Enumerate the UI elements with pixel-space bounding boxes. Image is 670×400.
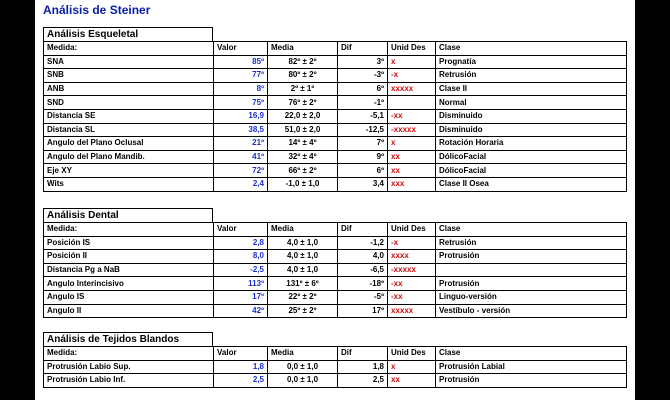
- cell-clase: Normal: [436, 96, 627, 110]
- table-row: [44, 304, 627, 318]
- header-row: [44, 347, 627, 361]
- cell-valor: 113º: [214, 277, 268, 291]
- cell-medida: Distancia Pg a NaB: [44, 263, 214, 277]
- measurements-table: [43, 222, 627, 318]
- cell-media: 131º ± 6º: [268, 277, 338, 291]
- header-dif: Dif: [338, 223, 388, 237]
- cell-dif: -12,5: [338, 123, 388, 137]
- cell-dif: 4,0: [338, 250, 388, 264]
- header-valor: Valor: [214, 347, 268, 361]
- cell-medida: SND: [44, 96, 214, 110]
- cell-clase: Protrusión: [436, 277, 627, 291]
- cell-media: 0,0 ± 1,0: [268, 360, 338, 374]
- table-row: [44, 290, 627, 304]
- cell-dif: 3º: [338, 55, 388, 69]
- cell-unid: xxxxx: [388, 304, 436, 318]
- header-medida: Medida:: [44, 223, 214, 237]
- measurements-table: [43, 346, 627, 388]
- cell-unid: xxxxx: [388, 82, 436, 96]
- cell-dif: -18º: [338, 277, 388, 291]
- cell-clase: DólicoFacial: [436, 164, 627, 178]
- header-unid: Unid Des: [388, 347, 436, 361]
- cell-unid: -x: [388, 69, 436, 83]
- table-row: [44, 374, 627, 388]
- cell-media: 66º ± 2º: [268, 164, 338, 178]
- cell-unid: -xx: [388, 109, 436, 123]
- cell-media: 80º ± 2º: [268, 69, 338, 83]
- cell-valor: 72º: [214, 164, 268, 178]
- cell-valor: 8,0: [214, 250, 268, 264]
- cell-clase: Protrusión: [436, 250, 627, 264]
- cell-unid: -xxxxx: [388, 123, 436, 137]
- cell-medida: SNA: [44, 55, 214, 69]
- page-title: Análisis de Steiner: [43, 3, 151, 17]
- cell-clase: Disminuido: [436, 123, 627, 137]
- cell-media: 4,0 ± 1,0: [268, 263, 338, 277]
- cell-clase: Clase II: [436, 82, 627, 96]
- table-row: [44, 69, 627, 83]
- header-unid: Unid Des: [388, 42, 436, 56]
- header-valor: Valor: [214, 223, 268, 237]
- cell-valor: 8º: [214, 82, 268, 96]
- cell-clase: Prognatía: [436, 55, 627, 69]
- cell-dif: -6,5: [338, 263, 388, 277]
- cell-clase: Vestíbulo - versión: [436, 304, 627, 318]
- measurements-table: [43, 41, 627, 192]
- header-row: [44, 223, 627, 237]
- cell-media: 82º ± 2º: [268, 55, 338, 69]
- cell-dif: 3,4: [338, 177, 388, 191]
- cell-valor: 75º: [214, 96, 268, 110]
- cell-unid: xxx: [388, 177, 436, 191]
- cell-unid: -xx: [388, 277, 436, 291]
- cell-dif: 1,8: [338, 360, 388, 374]
- cell-medida: Protrusión Labio Inf.: [44, 374, 214, 388]
- cell-dif: -3º: [338, 69, 388, 83]
- header-dif: Dif: [338, 42, 388, 56]
- header-medida: Medida:: [44, 42, 214, 56]
- section-title: Análisis Dental: [43, 208, 213, 222]
- cell-medida: Protrusión Labio Sup.: [44, 360, 214, 374]
- cell-medida: Angulo II: [44, 304, 214, 318]
- header-dif: Dif: [338, 347, 388, 361]
- cell-media: 51,0 ± 2,0: [268, 123, 338, 137]
- cell-valor: -2,5: [214, 263, 268, 277]
- section-title: Análisis de Tejidos Blandos: [43, 332, 213, 346]
- table-row: [44, 250, 627, 264]
- cell-valor: 42º: [214, 304, 268, 318]
- cell-unid: xx: [388, 164, 436, 178]
- cell-unid: [388, 96, 436, 110]
- cell-medida: ANB: [44, 82, 214, 96]
- table-row: [44, 150, 627, 164]
- table-row: [44, 109, 627, 123]
- cell-clase: Protrusión: [436, 374, 627, 388]
- section-0: [43, 27, 627, 192]
- cell-valor: 1,8: [214, 360, 268, 374]
- section-2: [43, 332, 627, 388]
- cell-media: 25º ± 2º: [268, 304, 338, 318]
- cell-unid: xx: [388, 150, 436, 164]
- cell-dif: 6º: [338, 164, 388, 178]
- cell-unid: x: [388, 360, 436, 374]
- cell-medida: Eje XY: [44, 164, 214, 178]
- header-clase: Clase: [436, 42, 627, 56]
- cell-valor: 41º: [214, 150, 268, 164]
- table-row: [44, 263, 627, 277]
- header-clase: Clase: [436, 223, 627, 237]
- cell-unid: -x: [388, 236, 436, 250]
- cell-valor: 77º: [214, 69, 268, 83]
- cell-unid: xx: [388, 374, 436, 388]
- cell-valor: 16,9: [214, 109, 268, 123]
- table-row: [44, 236, 627, 250]
- cell-clase: DólicoFacial: [436, 150, 627, 164]
- cell-media: 22,0 ± 2,0: [268, 109, 338, 123]
- cell-clase: Retrusión: [436, 236, 627, 250]
- cell-valor: 38,5: [214, 123, 268, 137]
- cell-medida: Distancia SE: [44, 109, 214, 123]
- table-row: [44, 96, 627, 110]
- cell-media: 76º ± 2º: [268, 96, 338, 110]
- header-unid: Unid Des: [388, 223, 436, 237]
- cell-clase: Retrusión: [436, 69, 627, 83]
- cell-dif: 17º: [338, 304, 388, 318]
- cell-medida: Angulo del Plano Oclusal: [44, 137, 214, 151]
- header-media: Media: [268, 347, 338, 361]
- cell-media: 32º ± 4º: [268, 150, 338, 164]
- cell-media: 4,0 ± 1,0: [268, 236, 338, 250]
- cell-media: -1,0 ± 1,0: [268, 177, 338, 191]
- cell-dif: 9º: [338, 150, 388, 164]
- cell-clase: Linguo-versión: [436, 290, 627, 304]
- cell-clase: Rotación Horaria: [436, 137, 627, 151]
- cell-clase: Clase II Osea: [436, 177, 627, 191]
- cell-valor: 2,8: [214, 236, 268, 250]
- header-valor: Valor: [214, 42, 268, 56]
- cell-clase: [436, 263, 627, 277]
- cell-media: 22º ± 2º: [268, 290, 338, 304]
- cell-dif: 6º: [338, 82, 388, 96]
- cell-medida: SNB: [44, 69, 214, 83]
- section-title: Análisis Esqueletal: [43, 27, 213, 41]
- header-media: Media: [268, 223, 338, 237]
- cell-unid: x: [388, 55, 436, 69]
- table-row: [44, 277, 627, 291]
- cell-valor: 21º: [214, 137, 268, 151]
- table-row: [44, 164, 627, 178]
- header-clase: Clase: [436, 347, 627, 361]
- cell-medida: Angulo Interincisivo: [44, 277, 214, 291]
- cell-media: 0,0 ± 1,0: [268, 374, 338, 388]
- cell-dif: 2,5: [338, 374, 388, 388]
- cell-unid: -xxxxx: [388, 263, 436, 277]
- cell-valor: 2,4: [214, 177, 268, 191]
- table-row: [44, 177, 627, 191]
- cell-unid: xxxx: [388, 250, 436, 264]
- header-medida: Medida:: [44, 347, 214, 361]
- cell-unid: x: [388, 137, 436, 151]
- table-row: [44, 55, 627, 69]
- cell-media: 4,0 ± 1,0: [268, 250, 338, 264]
- table-row: [44, 123, 627, 137]
- cell-media: 14º ± 4º: [268, 137, 338, 151]
- cell-dif: -1º: [338, 96, 388, 110]
- header-media: Media: [268, 42, 338, 56]
- cell-dif: -1,2: [338, 236, 388, 250]
- cell-medida: Wits: [44, 177, 214, 191]
- table-row: [44, 360, 627, 374]
- cell-clase: Disminuido: [436, 109, 627, 123]
- document-page: [35, 0, 635, 400]
- cell-media: 2º ± 1º: [268, 82, 338, 96]
- cell-valor: 17º: [214, 290, 268, 304]
- section-1: [43, 208, 627, 318]
- cell-medida: Distancia SL: [44, 123, 214, 137]
- table-row: [44, 137, 627, 151]
- header-row: [44, 42, 627, 56]
- cell-medida: Posición IS: [44, 236, 214, 250]
- cell-dif: -5º: [338, 290, 388, 304]
- cell-unid: -xx: [388, 290, 436, 304]
- cell-dif: -5,1: [338, 109, 388, 123]
- cell-valor: 85º: [214, 55, 268, 69]
- cell-valor: 2,5: [214, 374, 268, 388]
- cell-medida: Posición II: [44, 250, 214, 264]
- cell-dif: 7º: [338, 137, 388, 151]
- cell-medida: Angulo IS: [44, 290, 214, 304]
- table-row: [44, 82, 627, 96]
- cell-clase: Protrusión Labial: [436, 360, 627, 374]
- cell-medida: Angulo del Plano Mandib.: [44, 150, 214, 164]
